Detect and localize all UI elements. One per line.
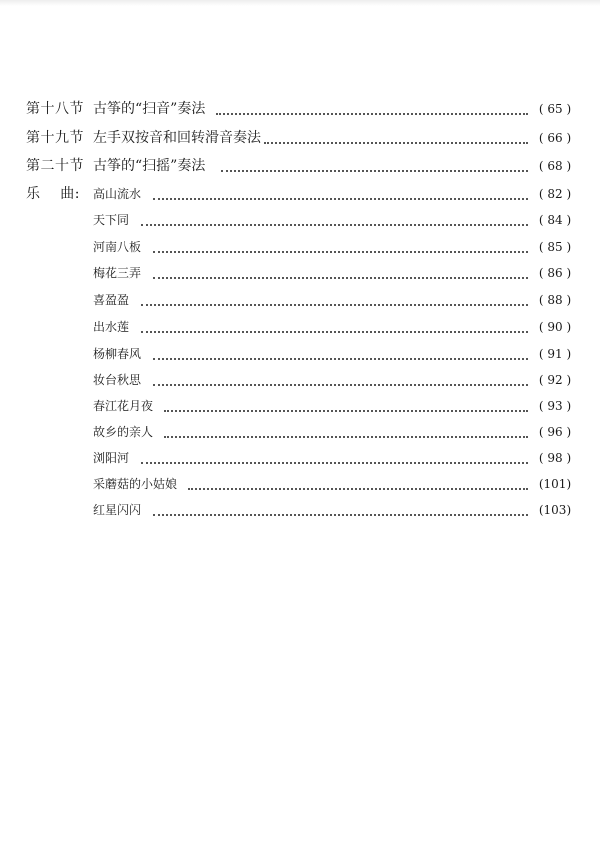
section-title: 左手双按音和回转滑音奏法 [93,130,261,146]
dot-leader [153,348,528,360]
page-number: ( 65 ) [538,102,572,116]
dot-leader [216,103,528,115]
music-section-label: 乐 曲: [26,186,81,202]
page-number: ( 85 ) [538,240,572,254]
page-number: ( 93 ) [538,399,572,413]
toc-entry-piece [0,315,600,339]
section-number: 第十八节 [26,101,84,117]
dot-leader [153,188,528,200]
piece-title: 采蘑菇的小姑娘 [93,477,178,491]
toc-entry-piece [0,368,600,392]
section-title: 古筝的“扫音”奏法 [93,101,206,117]
page-number: ( 88 ) [538,293,572,307]
piece-title: 梅花三弄 [93,266,142,280]
piece-title: 春江花月夜 [93,399,154,413]
piece-title: 河南八板 [93,240,142,254]
page-number: ( 86 ) [538,266,572,280]
toc-entry-piece [0,394,600,418]
toc-entry-piece [0,446,600,470]
piece-title: 浏阳河 [93,451,130,465]
toc-entry-piece [0,182,600,206]
page-number: ( 96 ) [538,425,572,439]
dot-leader [141,294,528,306]
dot-leader [141,321,528,333]
toc-entry-piece [0,235,600,259]
toc-entry-section-19 [0,126,600,150]
dot-leader [141,452,528,464]
page-number: ( 90 ) [538,320,572,334]
dot-leader [141,214,528,226]
dot-leader [221,160,528,172]
page-number: ( 98 ) [538,451,572,465]
toc-entry-section-18 [0,97,600,121]
piece-title: 天下同 [93,213,130,227]
dot-leader [153,374,528,386]
page-number: ( 91 ) [538,347,572,361]
dot-leader [153,504,528,516]
section-number: 第二十节 [26,158,84,174]
scan-edge-shadow [0,0,600,6]
page-number: ( 68 ) [538,159,572,173]
toc-entry-piece [0,472,600,496]
toc-entry-piece [0,288,600,312]
dot-leader [164,426,528,438]
page-number: (101) [538,477,572,491]
piece-title: 红星闪闪 [93,503,142,517]
toc-entry-piece [0,342,600,366]
piece-title: 故乡的亲人 [93,425,154,439]
page-number: ( 84 ) [538,213,572,227]
piece-title: 出水莲 [93,320,130,334]
page-number: ( 92 ) [538,373,572,387]
dot-leader [153,241,528,253]
dot-leader [164,400,528,412]
dot-leader [153,267,528,279]
page-number: ( 82 ) [538,187,572,201]
toc-entry-piece [0,261,600,285]
toc-entry-piece [0,498,600,522]
page-number: (103) [538,503,572,517]
section-number: 第十九节 [26,130,84,146]
toc-entry-piece [0,208,600,232]
piece-title: 喜盈盈 [93,293,130,307]
dot-leader [188,478,528,490]
page-number: ( 66 ) [538,131,572,145]
piece-title: 杨柳春风 [93,347,142,361]
section-title: 古筝的“扫摇”奏法 [93,158,206,174]
toc-entry-piece [0,420,600,444]
piece-title: 妆台秋思 [93,373,142,387]
piece-title: 高山流水 [93,187,142,201]
dot-leader [264,132,528,144]
toc-entry-section-20 [0,154,600,178]
